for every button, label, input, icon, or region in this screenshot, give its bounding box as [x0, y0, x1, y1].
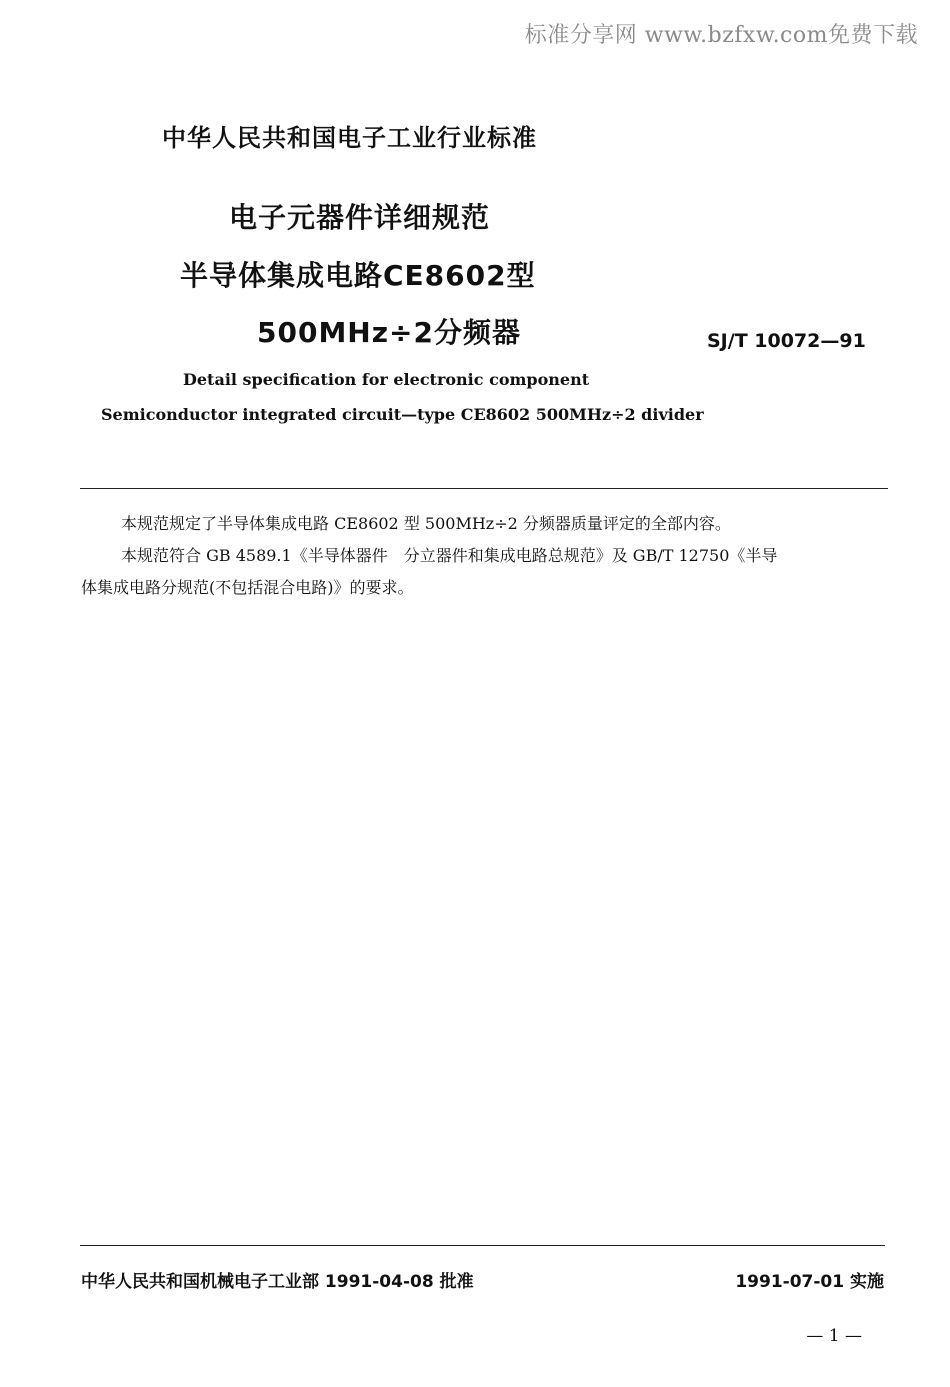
english-title-line-2: Semiconductor integrated circuit—type CE8602 500MHz÷2 divider [101, 405, 704, 424]
watermark-text: 标准分享网 www.bzfxw.com免费下载 [524, 23, 918, 48]
standard-number: SJ/T 10072—91 [707, 330, 866, 352]
footer-divider [80, 1245, 885, 1246]
effective-date: 1991-07-01 实施 [735, 1272, 884, 1292]
industry-standard-heading: 中华人民共和国电子工业行业标准 [162, 124, 537, 152]
body-paragraph-2-line-1: 本规范符合 GB 4589.1《半导体器件 分立器件和集成电路总规范》及 GB/T 12750《半导 [121, 546, 778, 565]
approval-statement: 中华人民共和国机械电子工业部 1991-04-08 批准 [81, 1272, 474, 1292]
header-divider [80, 488, 888, 489]
body-paragraph-2-line-2: 体集成电路分规范(不包括混合电路)》的要求。 [81, 578, 414, 597]
body-paragraph-1: 本规范规定了半导体集成电路 CE8602 型 500MHz÷2 分频器质量评定的全部内容。 [121, 514, 731, 533]
title-line-1: 电子元器件详细规范 [229, 201, 491, 234]
english-title-line-1: Detail specification for electronic component [183, 370, 590, 389]
page-number: — 1 — [806, 1326, 862, 1346]
title-line-3: 500MHz÷2分频器 [257, 316, 521, 349]
title-line-2: 半导体集成电路CE8602型 [180, 259, 536, 292]
